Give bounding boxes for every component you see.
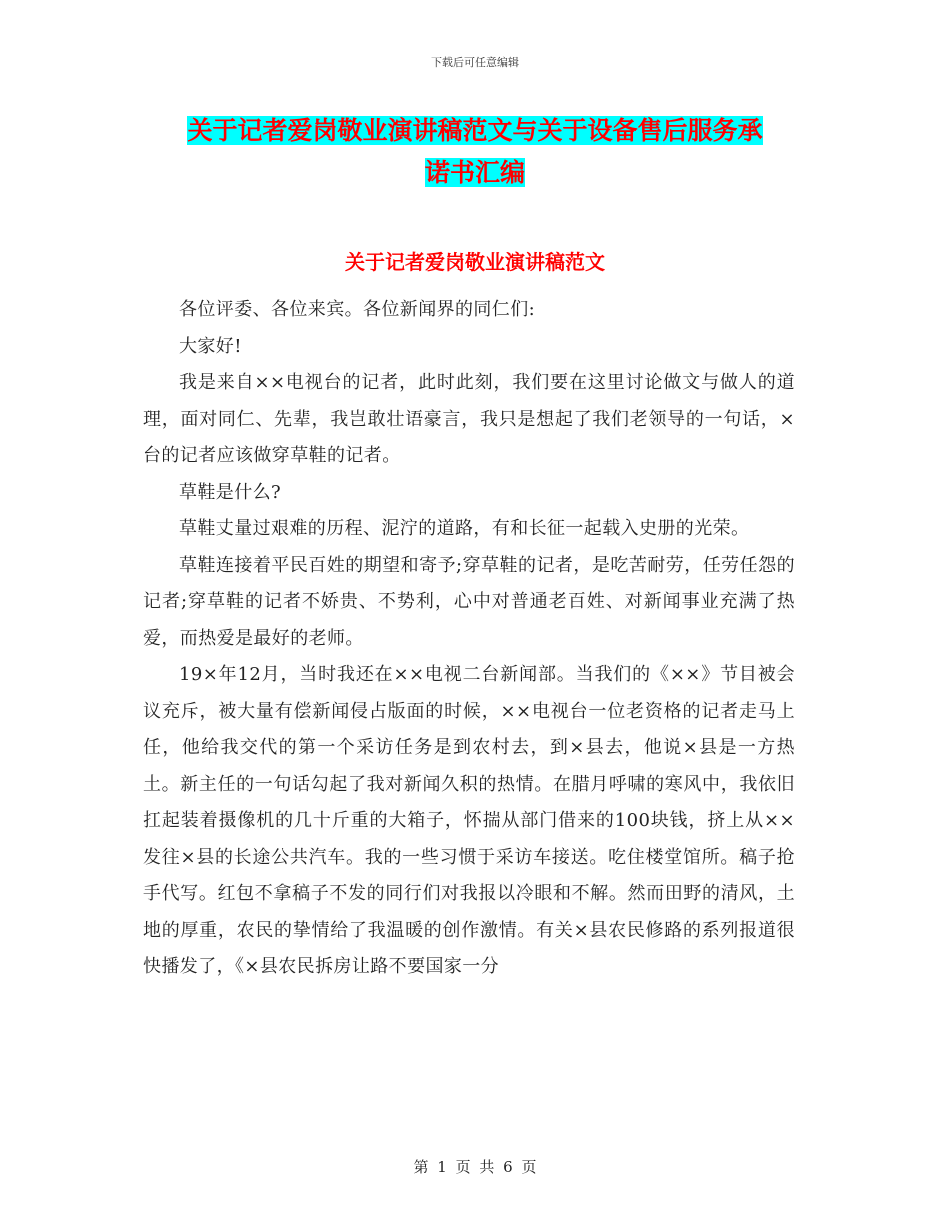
- title-line-1: 关于记者爱岗敬业演讲稿范文与关于设备售后服务承: [187, 116, 763, 145]
- title-line-2: 诺书汇编: [424, 158, 525, 187]
- paragraph: 草鞋连接着平民百姓的期望和寄予;穿草鞋的记者，是吃苦耐劳，任劳任怨的记者;穿草鞋的记者不娇贵、不势利，心中对普通老百姓、对新闻事业充满了热爱，而热爱是最好的老师。: [143, 554, 795, 649]
- paragraph: 19×年12月，当时我还在××电视二台新闻部。当我们的《××》节目被会议充斥，被大量有偿新闻侵占版面的时候，××电视台一位老资格的记者走马上任，他给我交代的第一个采访任务是到农村去，到×县去，他说×县是一方热土。新主任的一句话勾起了我对新闻久积的热情。在腊月呼啸的寒风中，我依旧扛起装着摄像机的几十斤重的大箱子，怀揣从部门借来的100块钱，挤上从××发往×县的长途公共汽车。我的一些习惯于采访车接送。吃住楼堂馆所。稿子抢手代写。红包不拿稿子不发的同行们对我报以冷眼和不解。然而田野的清风，土地的厚重，农民的挚情给了我温暖的创作激情。有关×县农民修路的系列报道很快播发了，《×县农民拆房让路不要国家一分: [143, 664, 795, 977]
- paragraph: 草鞋丈量过艰难的历程、泥泞的道路，有和长征一起载入史册的光荣。: [179, 518, 750, 539]
- header-note: 下载后可任意编辑: [431, 56, 519, 69]
- page-footer: 第 1 页 共 6 页: [413, 1158, 537, 1176]
- paragraph: 草鞋是什么?: [179, 481, 282, 503]
- paragraph: 各位评委、各位来宾。各位新闻界的同仁们:: [179, 299, 536, 320]
- paragraph: 大家好!: [179, 335, 242, 357]
- paragraph: 我是来自××电视台的记者，此时此刻，我们要在这里讨论做文与做人的道理，面对同仁、先辈，我岂敢壮语豪言，我只是想起了我们老领导的一句话，×台的记者应该做穿草鞋的记者。: [143, 372, 795, 466]
- body-text: [143, 292, 795, 986]
- section-title: 关于记者爱岗敬业演讲稿范文: [345, 250, 605, 274]
- document-title: [150, 110, 800, 194]
